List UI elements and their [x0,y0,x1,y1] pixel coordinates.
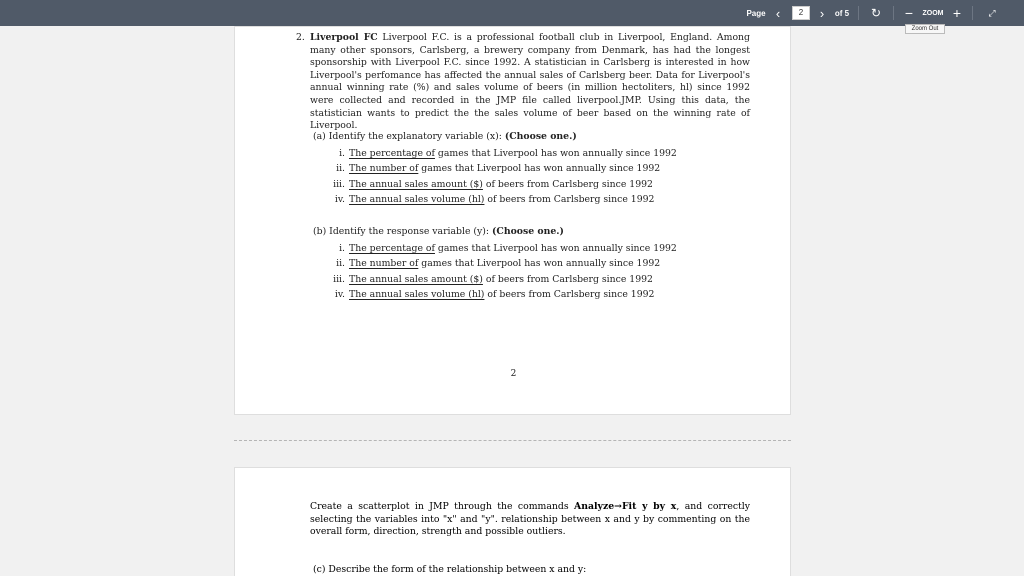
option-underlined: The annual sales volume (hl) [349,288,485,300]
page-separator [234,440,791,441]
option-text [349,163,660,176]
option-number: iii. [333,178,345,190]
toolbar-divider [972,6,973,20]
option-text [349,194,654,207]
option-number: ii. [336,163,345,175]
option-rest: of beers from Carlsberg since 1992 [484,193,655,205]
part-b-prompt [313,226,564,239]
option-rest: games that Liverpool has won annually since 1992 [418,258,661,270]
question-number: 2. [296,32,305,43]
option-rest: games that Liverpool has won annually since 1992 [418,163,661,175]
option-underlined: The annual sales amount ($) [349,273,483,285]
option-underlined: The annual sales amount ($) [349,178,483,190]
part-a-choose: (Choose one.) [504,131,577,142]
part-a-label: (a) Identify the explanatory variable (x): [313,131,505,142]
page-label: Page [746,8,766,18]
question-title: Liverpool FC [310,32,378,43]
option-rest: games that Liverpool has won annually since 1992 [434,243,677,254]
toolbar-divider [893,6,894,20]
part-b-choose: (Choose one.) [492,226,564,237]
pdf-toolbar [0,0,1024,26]
option-text [349,289,654,302]
option-underlined: The annual sales volume (hl) [349,193,485,205]
instr-text-2: , and correctly selecting the variables into "x" and "y". relationship between x and y by commenting on the overall form, direction, strength and possible outliers. [310,501,750,538]
option-underlined: The percentage of [349,148,435,159]
option-text [349,148,677,161]
scatterplot-instructions [310,501,750,539]
part-b-label: (b) Identify the response variable (y): [313,226,493,237]
zoom-out-tooltip: Zoom Out [905,24,945,34]
option-number: iii. [333,273,345,285]
option-number: iv. [334,193,345,205]
option-number: iv. [334,288,345,300]
option-rest: of beers from Carlsberg since 1992 [482,273,653,285]
instr-command: Analyze→Fit y by x [574,501,677,512]
option-text [349,243,677,256]
option-underlined: The number of [349,163,419,175]
option-text [349,258,660,271]
option-number: i. [339,148,345,159]
part-a-prompt [313,131,577,144]
option-text [349,274,653,287]
option-rest: of beers from Carlsberg since 1992 [482,178,653,190]
page-number-input[interactable]: 2 [792,6,810,20]
rotate-icon[interactable]: ↻ [870,6,882,20]
part-c-prompt: (c) Describe the form of the relationship between x and y: [313,564,587,575]
page-number: 2 [510,369,517,379]
option-rest: of beers from Carlsberg since 1992 [484,288,655,300]
option-number: ii. [336,258,345,270]
option-number: i. [339,243,345,254]
chevron-right-icon[interactable]: › [819,5,825,21]
toolbar-divider [858,6,859,20]
document-page [234,467,791,576]
zoom-in-button[interactable]: + [952,5,962,21]
document-page [234,26,791,415]
zoom-out-button[interactable]: − [904,5,914,21]
option-text [349,179,653,192]
zoom-label: ZOOM [922,9,944,17]
option-underlined: The number of [349,258,419,270]
question-text [310,32,750,133]
question-body: Liverpool F.C. is a professional football club in Liverpool, England. Among many other sponsors, Carlsberg, a brewery company from Denmark, has had the longest sponsorship with Liverpool F.C. since 1992. A statistician in Carlsberg is interested in how Liverpool's perfomance has affected the annual sales of Carlsberg beer. Data for Liverpool's annual winning rate (%) and sales volume of beers (in million hectoliters, hl) since 1992 were collected and recorded in the JMP file called liverpool.JMP. Using this data, the statistician wants to predict the the sales volume of beer based on the winning rate of Liverpool. [310,32,750,132]
expand-icon[interactable]: ⤢ [988,7,996,18]
page-count-label: of 5 [834,8,850,18]
chevron-left-icon[interactable]: ‹ [775,5,781,21]
instr-text: Create a scatterplot in JMP through the commands [310,501,575,512]
option-rest: games that Liverpool has won annually since 1992 [434,148,677,159]
option-underlined: The percentage of [349,243,435,254]
